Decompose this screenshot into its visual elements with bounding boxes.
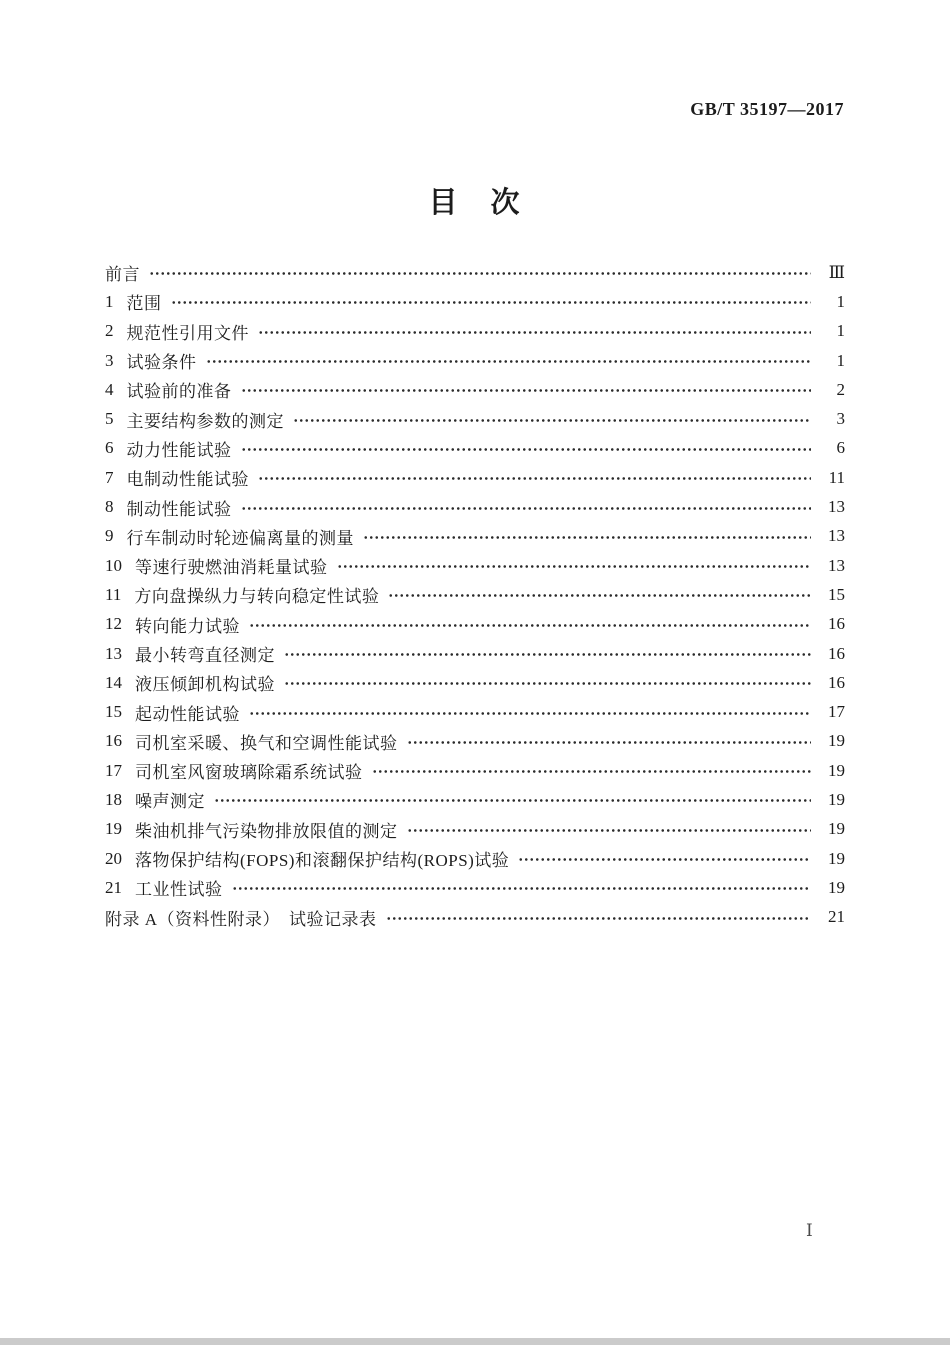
toc-entry-page: 19: [828, 877, 845, 897]
toc-entry-page: 19: [828, 760, 845, 780]
dotted-leader: [407, 822, 812, 839]
toc-entry-title: 落物保护结构(FOPS)和滚翻保护结构(ROPS)试验: [135, 851, 510, 871]
toc-entry-page: 1: [836, 350, 845, 370]
dotted-leader: [241, 441, 812, 458]
toc-entry: [105, 404, 845, 433]
toc-entry-number: 11: [105, 584, 122, 604]
toc-entry-number: 5: [105, 409, 114, 429]
toc-entry-page: 11: [828, 467, 845, 487]
toc-entry-title: 液压倾卸机构试验: [135, 675, 275, 695]
dotted-leader: [258, 324, 811, 341]
toc-entry-number: 6: [105, 438, 114, 458]
toc-entry: [105, 756, 845, 785]
toc-entry-title: 主要结构参数的测定: [126, 411, 284, 431]
toc-entry-number: 17: [105, 760, 122, 780]
toc-entry-number: 19: [105, 819, 122, 839]
toc-entry-title: 行车制动时轮迹偏离量的测量: [126, 528, 354, 548]
toc-entry-number: 1: [105, 291, 114, 311]
toc-entry: [105, 375, 845, 404]
toc-entry-page: 13: [828, 555, 845, 575]
dotted-leader: [206, 353, 812, 370]
toc-entry-page: 6: [836, 438, 845, 458]
standard-number: GB/T 35197—2017: [690, 99, 844, 119]
toc-entry-title: 起动性能试验: [135, 704, 240, 724]
dotted-leader: [232, 880, 812, 897]
toc-entry: [105, 346, 845, 375]
dotted-leader: [258, 470, 811, 487]
dotted-leader: [214, 792, 811, 809]
toc-entry-number: 21: [105, 877, 122, 897]
toc-entry: [105, 551, 845, 580]
dotted-leader: [407, 734, 812, 751]
dotted-leader: [386, 910, 811, 927]
toc-entry-title: 动力性能试验: [126, 440, 232, 460]
toc-entry: [105, 873, 845, 902]
dotted-leader: [249, 705, 811, 722]
toc-entry-title: 试验前的准备: [126, 382, 232, 402]
toc-entry-page: 16: [828, 643, 845, 663]
toc-entry-number: 15: [105, 702, 122, 722]
toc-entry-title: 转向能力试验: [135, 616, 240, 636]
toc-entry-title: 范围: [126, 294, 162, 314]
page-title: 目 次: [428, 187, 522, 219]
toc-entry-number: 4: [105, 379, 114, 399]
toc-entry-page: 1: [836, 291, 845, 311]
toc-entry: [105, 639, 845, 668]
dotted-leader: [284, 646, 811, 663]
toc-entry-number: 14: [105, 672, 122, 692]
dotted-leader: [372, 763, 812, 780]
toc-entry-page: Ⅲ: [828, 262, 845, 282]
dotted-leader: [149, 265, 811, 282]
dotted-leader: [171, 294, 812, 311]
toc-entry: [105, 287, 845, 316]
toc-entry: [105, 317, 845, 346]
dotted-leader: [388, 587, 811, 604]
toc-entry-number: 10: [105, 555, 122, 575]
toc-entry: [105, 522, 845, 551]
toc-entry: [105, 434, 845, 463]
dotted-leader: [363, 529, 811, 546]
toc-entry: [105, 815, 845, 844]
toc-entry: [105, 492, 845, 521]
toc-entry: [105, 610, 845, 639]
toc-entry-number: 3: [105, 350, 114, 370]
toc-entry-number: 20: [105, 848, 122, 868]
toc-entry-number: 12: [105, 614, 122, 634]
toc-entry-number: 7: [105, 467, 114, 487]
dotted-leader: [518, 851, 811, 868]
toc-entry-number: 13: [105, 643, 122, 663]
toc-entry: [105, 903, 845, 932]
toc-entry-title: 最小转弯直径测定: [135, 646, 275, 665]
toc-entry-number: 8: [105, 497, 114, 517]
toc-entry: [105, 668, 845, 697]
toc-entry-number: 16: [105, 731, 122, 751]
toc-entry-page: 1: [836, 321, 845, 341]
toc-entry: [105, 844, 845, 873]
toc-entry-page: 19: [828, 819, 845, 839]
toc-entry-page: 15: [828, 584, 845, 604]
toc-entry-title: 司机室风窗玻璃除霜系统试验: [135, 763, 363, 783]
toc-entry-title: 柴油机排气污染物排放限值的测定: [135, 821, 398, 841]
toc-entry-title: 规范性引用文件: [126, 323, 249, 343]
toc-entry-page: 2: [836, 379, 845, 399]
toc-entry-number: 18: [105, 789, 122, 809]
toc-entry-title: 制动性能试验: [126, 499, 232, 519]
dotted-leader: [241, 500, 812, 517]
toc-entry-title: 工业性试验: [135, 880, 223, 900]
scan-edge-artifact: [0, 1338, 950, 1345]
toc-entry-number: 2: [105, 321, 114, 341]
toc-entry-title: 前言: [105, 265, 140, 285]
toc-entry-title: 试验条件: [126, 353, 197, 373]
dotted-leader: [293, 412, 811, 429]
toc-entry: [105, 580, 845, 609]
toc-entry-title: 电制动性能试验: [126, 470, 249, 490]
toc-entry-page: 17: [828, 702, 845, 722]
toc-entry: [105, 697, 845, 726]
toc-entry-page: 19: [828, 848, 845, 868]
toc-entry-page: 21: [828, 907, 845, 927]
toc-entry-title: 司机室采暖、换气和空调性能试验: [135, 733, 398, 753]
toc-entry: [105, 463, 845, 492]
toc-entry: [105, 785, 845, 814]
toc-entry-page: 13: [828, 526, 845, 546]
toc-entry: [105, 258, 845, 287]
toc-entry-title: 噪声测定: [135, 792, 205, 812]
toc-entry-page: 19: [828, 731, 845, 751]
dotted-leader: [241, 382, 812, 399]
dotted-leader: [249, 617, 811, 634]
toc-entry: [105, 727, 845, 756]
toc-entry-page: 16: [828, 614, 845, 634]
toc-entry-page: 19: [828, 789, 845, 809]
toc-entry-page: 16: [828, 672, 845, 692]
dotted-leader: [284, 675, 811, 692]
folio-page-number: Ⅰ: [806, 1221, 813, 1240]
toc-entry-page: 13: [828, 497, 845, 517]
dotted-leader: [337, 558, 812, 575]
toc-entry-title: 等速行驶燃油消耗量试验: [135, 558, 328, 578]
toc-entry-page: 3: [836, 409, 845, 429]
toc-entry-title: 方向盘操纵力与转向稳定性试验: [134, 587, 380, 607]
table-of-contents: [105, 258, 845, 932]
toc-entry-title: 附录 A（资料性附录） 试验记录表: [105, 909, 377, 929]
toc-entry-number: 9: [105, 526, 114, 546]
